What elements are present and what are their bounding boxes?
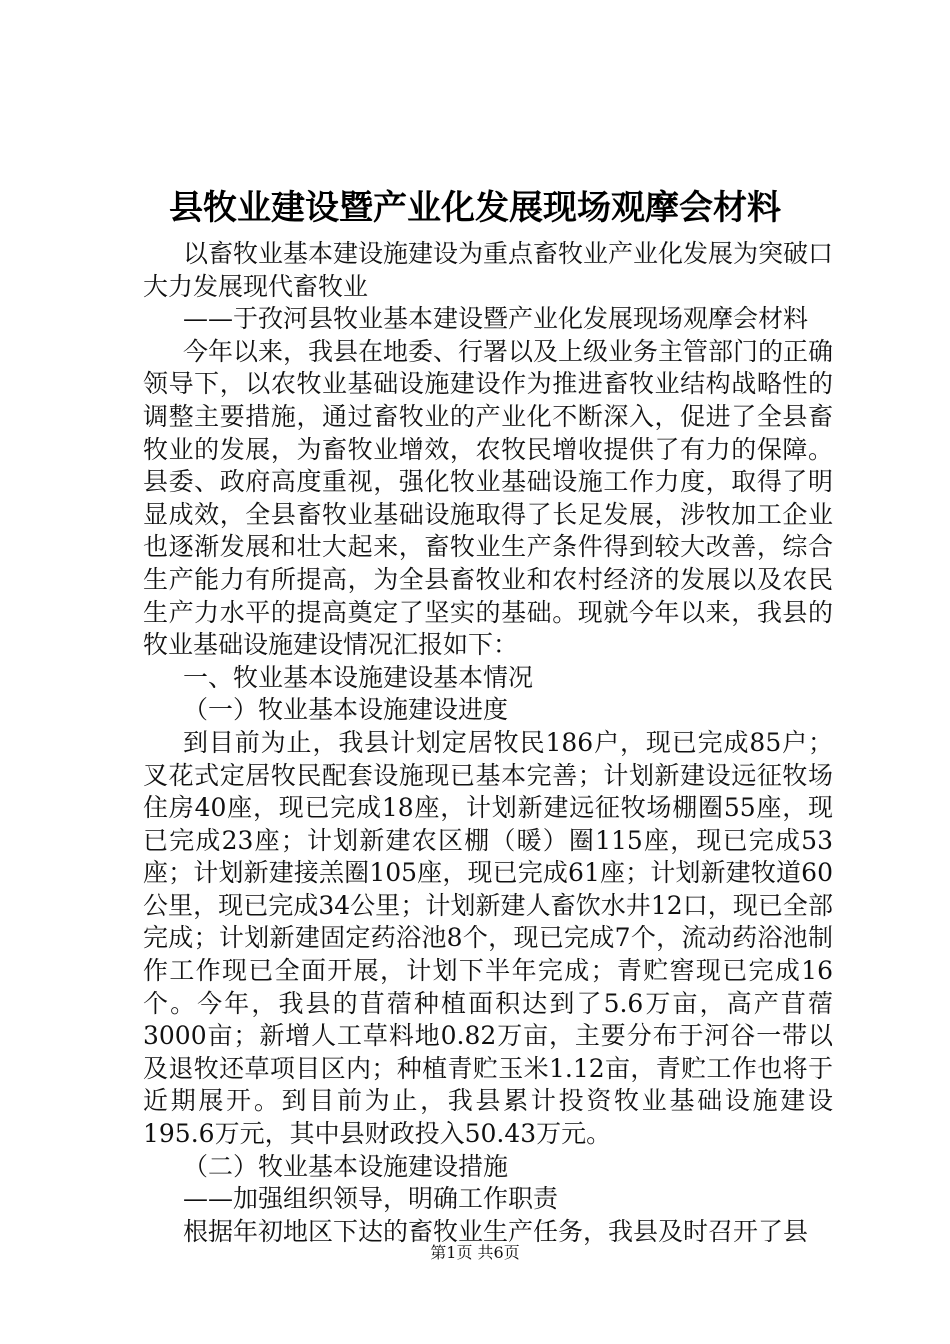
progress-paragraph: 到目前为止，我县计划定居牧民186户，现已完成85户；叉花式定居牧民配套设施现已基本完善；计划新建设远征牧场住房40座，现已完成18座，计划新建远征牧场棚圈55座，现已完成23座；计划新建农区棚（暖）圈115座，现已完成53座；计划新建接羔圈105座，现已完成61座；计划新建牧道60公里，现已完成34公里；计划新建人畜饮水井12口，现已全部完成；计划新建固定药浴池8个，现已完成7个，流动药浴池制作工作现已全面开展，计划下半年完成；青贮窖现已完成16个。今年，我县的苜蓿种植面积达到了5.6万亩，高产苜蓿3000亩；新增人工草料地0.82万亩，主要分布于河谷一带以及退牧还草项目区内；种植青贮玉米1.12亩，青贮工作也将于近期展开。到目前为止，我县累计投资牧业基础设施建设195.6万元，其中县财政投入50.43万元。: [143, 727, 833, 1149]
subsection-heading-1: （一）牧业基本设施建设进度: [183, 695, 509, 725]
section-heading-1: 一、牧业基本设施建设基本情况: [183, 662, 534, 692]
subtitle-attribution: ——于孜河县牧业基本建设暨产业化发展现场观摩会材料: [183, 304, 809, 334]
document-body: [143, 238, 833, 1248]
subsection-heading-2: （二）牧业基本设施建设措施: [183, 1151, 509, 1181]
subtitle-paragraph: 以畜牧业基本建设施建设为重点畜牧业产业化发展为突破口大力发展现代畜牧业: [143, 239, 834, 301]
measure-heading: ——加强组织领导，明确工作职责: [183, 1184, 559, 1214]
page-footer: 第1页 共6页: [430, 1243, 520, 1262]
intro-paragraph: 今年以来，我县在地委、行署以及上级业务主管部门的正确领导下，以农牧业基础设施建设作为推进畜牧业结构战略性的调整主要措施，通过畜牧业的产业化不断深入，促进了全县畜牧业的发展，为畜牧业增效，农牧民增收提供了有力的保障。县委、政府高度重视，强化牧业基础设施工作力度，取得了明显成效，全县畜牧业基础设施取得了长足发展，涉牧加工企业也逐渐发展和壮大起来，畜牧业生产条件得到较大改善，综合生产能力有所提高，为全县畜牧业和农村经济的发展以及农民生产力水平的提高奠定了坚实的基础。现就今年以来，我县的牧业基础设施建设情况汇报如下：: [143, 336, 834, 660]
document-title: 县牧业建设暨产业化发展现场观摩会材料: [169, 188, 781, 228]
measure-paragraph: 根据年初地区下达的畜牧业生产任务，我县及时召开了县: [183, 1216, 809, 1246]
